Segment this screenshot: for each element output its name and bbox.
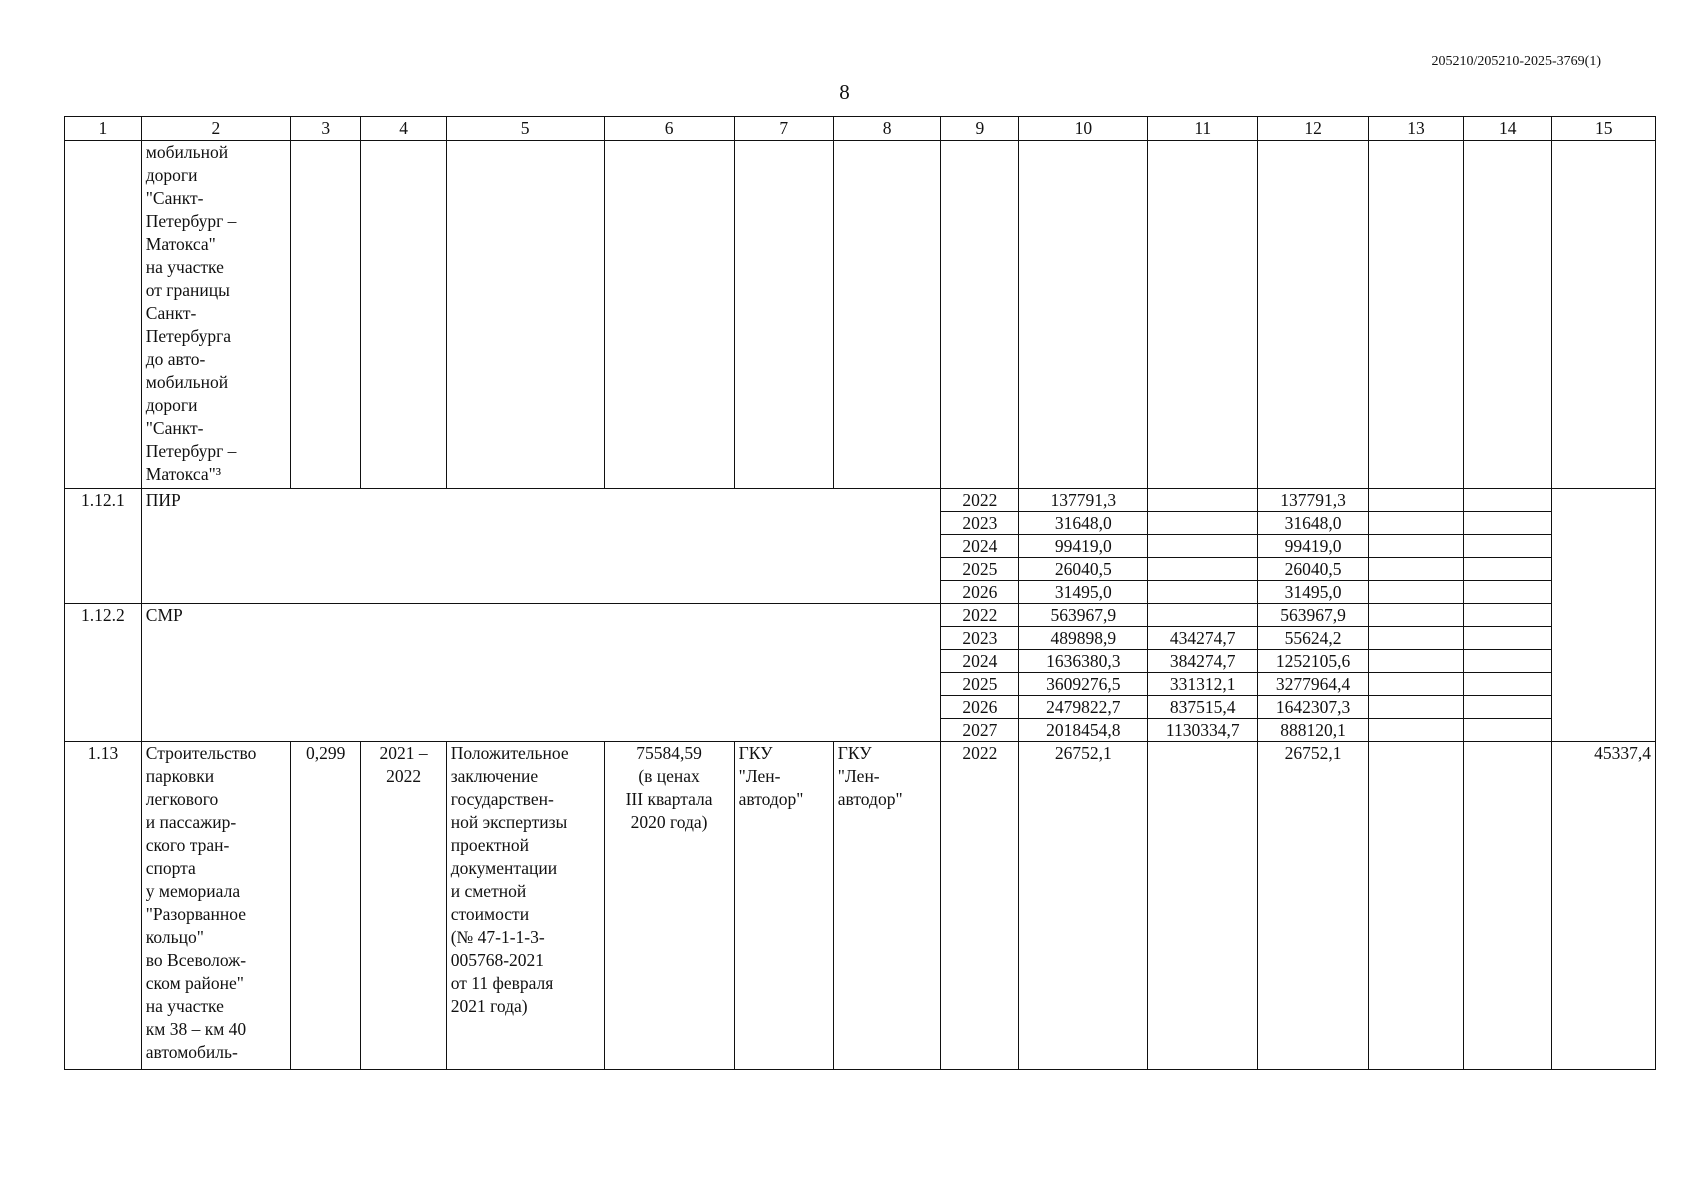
total-cell: 563967,9 bbox=[1019, 604, 1148, 627]
col11-cell: 384274,7 bbox=[1148, 650, 1258, 673]
year-cell: 2024 bbox=[941, 650, 1019, 673]
header-col-14: 14 bbox=[1463, 117, 1552, 141]
total-cell: 2479822,7 bbox=[1019, 696, 1148, 719]
col11-cell: 434274,7 bbox=[1148, 627, 1258, 650]
basis-cell: Положительное заключение государствен- ной экспертизы проектной документации и сметной стоимости (№ 47-1-1-3- 005768-2021 от 11 февраля 2021 года) bbox=[446, 742, 604, 1070]
col11-cell bbox=[1148, 604, 1258, 627]
col12-cell: 888120,1 bbox=[1258, 719, 1369, 742]
capacity-cell: 0,299 bbox=[291, 742, 361, 1070]
col12-cell: 31495,0 bbox=[1258, 581, 1369, 604]
col11-cell: 1130334,7 bbox=[1148, 719, 1258, 742]
col11-cell bbox=[1148, 581, 1258, 604]
header-col-1: 1 bbox=[65, 117, 142, 141]
year-cell: 2027 bbox=[941, 719, 1019, 742]
table-row bbox=[65, 742, 1656, 1070]
program-table bbox=[64, 116, 1656, 1070]
row-id: 1.13 bbox=[65, 742, 142, 1070]
col11-cell bbox=[1148, 512, 1258, 535]
col12-cell: 137791,3 bbox=[1258, 489, 1369, 512]
row-label: СМР bbox=[141, 604, 941, 742]
header-row bbox=[65, 117, 1656, 141]
header-col-15: 15 bbox=[1552, 117, 1656, 141]
continuation-row bbox=[65, 141, 1656, 489]
header-col-7: 7 bbox=[734, 117, 833, 141]
col12-cell: 31648,0 bbox=[1258, 512, 1369, 535]
col11-cell bbox=[1148, 558, 1258, 581]
year-cell: 2022 bbox=[941, 604, 1019, 627]
table-row bbox=[65, 489, 1656, 512]
total-cell: 31495,0 bbox=[1019, 581, 1148, 604]
col11-cell: 331312,1 bbox=[1148, 673, 1258, 696]
row-label: ПИР bbox=[141, 489, 941, 604]
period-cell: 2021 – 2022 bbox=[361, 742, 446, 1070]
col12-cell: 1252105,6 bbox=[1258, 650, 1369, 673]
table-row bbox=[65, 604, 1656, 627]
header-col-4: 4 bbox=[361, 117, 446, 141]
col11-cell bbox=[1148, 742, 1258, 1070]
col11-cell bbox=[1148, 489, 1258, 512]
page-number: 8 bbox=[839, 80, 850, 104]
year-cell: 2022 bbox=[941, 742, 1019, 1070]
row-id: 1.12.1 bbox=[65, 489, 142, 604]
header-col-12: 12 bbox=[1258, 117, 1369, 141]
header-col-5: 5 bbox=[446, 117, 604, 141]
year-cell: 2025 bbox=[941, 673, 1019, 696]
total-cell: 3609276,5 bbox=[1019, 673, 1148, 696]
header-col-10: 10 bbox=[1019, 117, 1148, 141]
cost-cell: 75584,59 (в ценах III квартала 2020 года) bbox=[604, 742, 734, 1070]
total-cell: 137791,3 bbox=[1019, 489, 1148, 512]
year-cell: 2022 bbox=[941, 489, 1019, 512]
col15-cell: 45337,4 bbox=[1552, 742, 1656, 1070]
col11-cell: 837515,4 bbox=[1148, 696, 1258, 719]
continuation-name: мобильной дороги "Санкт- Петербург – Матокса" на участке от границы Санкт- Петербурга до авто- мобильной дороги "Санкт- Петербург – Матокса"³ bbox=[141, 141, 290, 489]
row-id: 1.12.2 bbox=[65, 604, 142, 742]
col12-cell: 563967,9 bbox=[1258, 604, 1369, 627]
year-cell: 2026 bbox=[941, 581, 1019, 604]
col12-cell: 26752,1 bbox=[1258, 742, 1369, 1070]
total-cell: 489898,9 bbox=[1019, 627, 1148, 650]
total-cell: 1636380,3 bbox=[1019, 650, 1148, 673]
total-cell: 31648,0 bbox=[1019, 512, 1148, 535]
header-col-6: 6 bbox=[604, 117, 734, 141]
year-cell: 2024 bbox=[941, 535, 1019, 558]
document-number: 205210/205210-2025-3769(1) bbox=[1431, 54, 1601, 69]
year-cell: 2025 bbox=[941, 558, 1019, 581]
year-cell: 2023 bbox=[941, 627, 1019, 650]
header-col-13: 13 bbox=[1369, 117, 1464, 141]
header-col-8: 8 bbox=[833, 117, 941, 141]
col12-cell: 55624,2 bbox=[1258, 627, 1369, 650]
total-cell: 26040,5 bbox=[1019, 558, 1148, 581]
col12-cell: 1642307,3 bbox=[1258, 696, 1369, 719]
col11-cell bbox=[1148, 535, 1258, 558]
col12-cell: 26040,5 bbox=[1258, 558, 1369, 581]
object-name: Строительство парковки легкового и пассажир- ского тран- спорта у мемориала "Разорванное кольцо" во Всеволож- ском районе" на участке км 38 – км 40 автомобиль- bbox=[141, 742, 290, 1070]
header-col-3: 3 bbox=[291, 117, 361, 141]
developer-cell: ГКУ "Лен- автодор" bbox=[833, 742, 941, 1070]
header-col-9: 9 bbox=[941, 117, 1019, 141]
header-col-2: 2 bbox=[141, 117, 290, 141]
total-cell: 26752,1 bbox=[1019, 742, 1148, 1070]
col12-cell: 99419,0 bbox=[1258, 535, 1369, 558]
total-cell: 2018454,8 bbox=[1019, 719, 1148, 742]
customer-cell: ГКУ "Лен- автодор" bbox=[734, 742, 833, 1070]
col12-cell: 3277964,4 bbox=[1258, 673, 1369, 696]
header-col-11: 11 bbox=[1148, 117, 1258, 141]
total-cell: 99419,0 bbox=[1019, 535, 1148, 558]
year-cell: 2023 bbox=[941, 512, 1019, 535]
year-cell: 2026 bbox=[941, 696, 1019, 719]
